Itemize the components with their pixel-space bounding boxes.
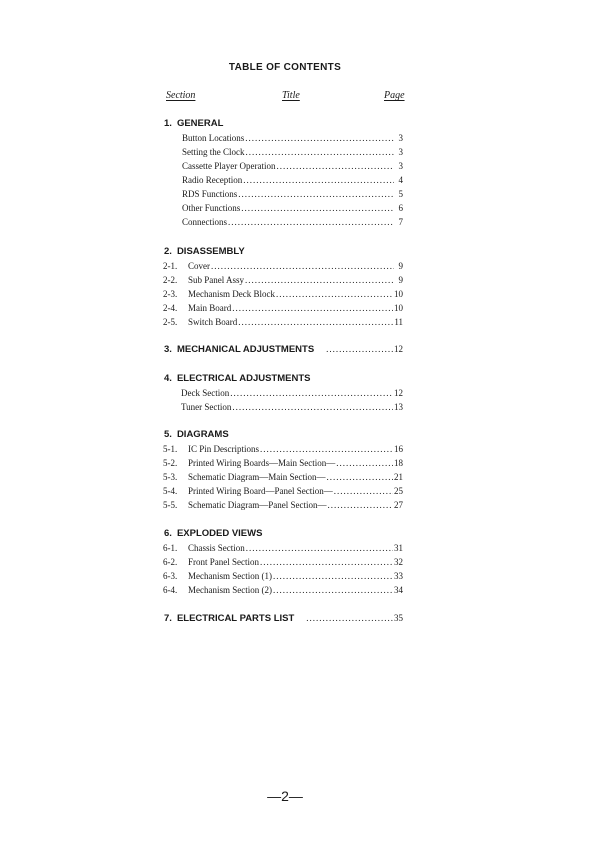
entry-page: 3 — [398, 133, 403, 143]
section-heading — [164, 118, 223, 129]
section-heading — [164, 429, 229, 440]
entry-title: Schematic Diagram—Main Section— — [188, 472, 326, 482]
entry-number: 2-3. — [163, 289, 178, 299]
entry-number: 5-4. — [163, 486, 178, 496]
entry-number: 5-1. — [163, 444, 178, 454]
entry-number: 2-1. — [163, 261, 178, 271]
entry-page: 10 — [394, 303, 403, 313]
entry-page: 9 — [398, 261, 403, 271]
entry-page: 3 — [398, 147, 403, 157]
entry-title: Sub Panel Assy — [188, 275, 245, 285]
entry-number: 6-1. — [163, 543, 178, 553]
column-header-page: Page — [384, 90, 405, 101]
page-title: TABLE OF CONTENTS — [228, 62, 342, 73]
dot-leader — [336, 458, 393, 468]
section-number: 7. — [164, 613, 172, 624]
toc-entry — [0, 585, 611, 599]
section-label: GENERAL — [176, 118, 224, 129]
dot-leader — [246, 147, 395, 157]
toc-entry — [0, 486, 611, 500]
dot-leader — [276, 161, 394, 171]
toc-entry — [0, 261, 611, 275]
dot-leader — [230, 388, 393, 398]
entry-title: Front Panel Section — [188, 557, 259, 567]
entry-title: RDS Functions — [182, 189, 238, 199]
toc-entry — [0, 543, 611, 557]
dot-leader — [334, 486, 393, 496]
section-page: 35 — [394, 613, 403, 623]
entry-page: 13 — [394, 402, 403, 412]
section-label: EXPLODED VIEWS — [176, 528, 263, 539]
entry-page: 34 — [394, 585, 403, 595]
entry-number: 5-3. — [163, 472, 178, 482]
section-label: ELECTRICAL PARTS LIST — [176, 613, 295, 624]
toc-entry — [0, 303, 611, 317]
toc-entry — [0, 175, 611, 189]
section-number: 3. — [164, 344, 172, 355]
dot-leader — [245, 133, 394, 143]
toc-entry — [0, 571, 611, 585]
entry-page: 10 — [394, 289, 403, 299]
toc-entry — [0, 472, 611, 486]
entry-page: 12 — [394, 388, 403, 398]
entry-title: Button Locations — [182, 133, 245, 143]
toc-entry — [0, 189, 611, 203]
entry-number: 6-3. — [163, 571, 178, 581]
entry-number: 5-5. — [163, 500, 178, 510]
entry-page: 5 — [398, 189, 403, 199]
entry-page: 25 — [394, 486, 403, 496]
section-number: 6. — [164, 528, 172, 539]
section-label: DIAGRAMS — [176, 429, 229, 440]
entry-number: 2-4. — [163, 303, 178, 313]
entry-page: 27 — [394, 500, 403, 510]
entry-title: Mechanism Section (2) — [188, 585, 272, 595]
entry-title: Printed Wiring Boards—Main Section— — [188, 458, 336, 468]
entry-title: Other Functions — [182, 203, 241, 213]
entry-title: Connections — [182, 217, 227, 227]
entry-title: Mechanism Deck Block — [188, 289, 275, 299]
entry-title: Radio Reception — [182, 175, 243, 185]
dot-leader — [326, 344, 393, 354]
entry-title: Main Board — [188, 303, 232, 313]
section-number: 4. — [164, 373, 172, 384]
section-heading — [164, 613, 403, 624]
section-label: ELECTRICAL ADJUSTMENTS — [176, 373, 311, 384]
toc-entry — [0, 203, 611, 217]
dot-leader — [246, 543, 393, 553]
entry-title: Deck Section — [181, 388, 230, 398]
toc-entry — [0, 500, 611, 514]
section-heading — [164, 373, 310, 384]
section-label: MECHANICAL ADJUSTMENTS — [176, 344, 315, 355]
entry-page: 31 — [394, 543, 403, 553]
section-heading — [164, 528, 262, 539]
entry-number: 6-2. — [163, 557, 178, 567]
section-heading — [164, 246, 245, 257]
entry-title: Cover — [188, 261, 210, 271]
entry-page: 16 — [394, 444, 403, 454]
dot-leader — [211, 261, 394, 271]
entry-title: Setting the Clock — [182, 147, 245, 157]
entry-title: Switch Board — [188, 317, 238, 327]
toc-entry — [0, 275, 611, 289]
toc-entry — [0, 289, 611, 303]
entry-page: 9 — [398, 275, 403, 285]
entry-number: 2-5. — [163, 317, 178, 327]
section-label: DISASSEMBLY — [176, 246, 245, 257]
dot-leader — [276, 289, 393, 299]
section-heading — [164, 344, 403, 355]
dot-leader — [232, 303, 393, 313]
toc-entry — [0, 161, 611, 175]
toc-entry — [0, 133, 611, 147]
dot-leader — [326, 472, 393, 482]
dot-leader — [243, 175, 394, 185]
entry-page: 3 — [398, 161, 403, 171]
section-number: 2. — [164, 246, 172, 257]
toc-entry — [0, 317, 611, 331]
entry-title: Printed Wiring Board—Panel Section— — [188, 486, 333, 496]
entry-page: 7 — [398, 217, 403, 227]
entry-number: 5-2. — [163, 458, 178, 468]
dot-leader — [273, 585, 393, 595]
entry-title: Mechanism Section (1) — [188, 571, 272, 581]
toc-entry — [0, 147, 611, 161]
entry-page: 33 — [394, 571, 403, 581]
toc-entry — [0, 444, 611, 458]
toc-entry — [0, 388, 611, 402]
toc-entry — [0, 402, 611, 416]
section-number: 5. — [164, 429, 172, 440]
section-number: 1. — [164, 118, 172, 129]
dot-leader — [238, 317, 393, 327]
entry-number: 6-4. — [163, 585, 178, 595]
entry-page: 21 — [394, 472, 403, 482]
dot-leader — [260, 557, 393, 567]
toc-entry — [0, 557, 611, 571]
entry-page: 32 — [394, 557, 403, 567]
entry-title: Tuner Section — [181, 402, 232, 412]
entry-page: 18 — [394, 458, 403, 468]
entry-title: Schematic Diagram—Panel Section— — [188, 500, 327, 510]
entry-page: 11 — [394, 317, 403, 327]
column-header-title: Title — [282, 90, 300, 101]
dot-leader — [232, 402, 393, 412]
entry-title: Cassette Player Operation — [182, 161, 276, 171]
toc-entry — [0, 458, 611, 472]
dot-leader — [238, 189, 394, 199]
dot-leader — [327, 500, 393, 510]
page-number-footer: —2— — [267, 788, 303, 804]
dot-leader — [306, 613, 393, 623]
entry-title: IC Pin Descriptions — [188, 444, 259, 454]
entry-title: Chassis Section — [188, 543, 245, 553]
entry-number: 2-2. — [163, 275, 178, 285]
dot-leader — [228, 217, 394, 227]
dot-leader — [241, 203, 394, 213]
dot-leader — [260, 444, 393, 454]
section-page: 12 — [394, 344, 403, 354]
dot-leader — [245, 275, 394, 285]
dot-leader — [273, 571, 393, 581]
entry-page: 6 — [398, 203, 403, 213]
toc-entry — [0, 217, 611, 231]
column-header-section: Section — [166, 90, 196, 101]
entry-page: 4 — [398, 175, 403, 185]
